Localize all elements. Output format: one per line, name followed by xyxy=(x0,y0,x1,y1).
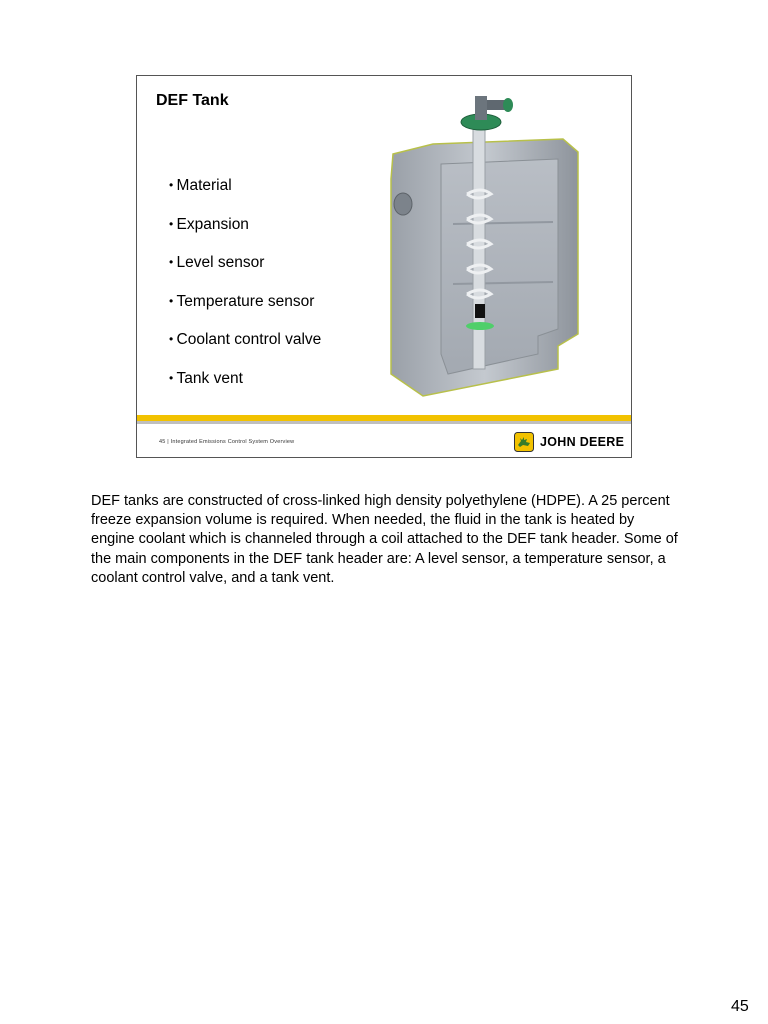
page-number: 45 xyxy=(731,998,749,1015)
bullet-item: • Tank vent xyxy=(169,369,321,408)
bullet-item: • Temperature sensor xyxy=(169,292,321,331)
logo-text: JOHN DEERE xyxy=(540,435,625,449)
body-paragraph: DEF tanks are constructed of cross-linked high density polyethylene (HDPE). A 25 percent freeze expansion volume is required. When needed, the fluid in the tank is heated by engine coolant which is channeled through a coil attached to the DEF tank header. Some of the main components in the DEF tank header are: A level sensor, a temperature sensor, a coolant control valve, and a tank vent. xyxy=(91,493,678,586)
def-tank-illustration xyxy=(363,84,605,406)
divider xyxy=(137,421,631,424)
deer-logo-icon xyxy=(514,432,534,452)
bullet-item: • Level sensor xyxy=(169,253,321,292)
slide-footer: 45 | Integrated Emissions Control System Overview xyxy=(159,439,295,445)
bullet-list xyxy=(169,176,321,407)
bullet-item: • Coolant control valve xyxy=(169,330,321,369)
john-deere-logo xyxy=(514,432,624,452)
slide-image xyxy=(136,75,632,458)
bullet-item: • Material xyxy=(169,176,321,215)
bullet-item: • Expansion xyxy=(169,215,321,254)
slide-title: DEF Tank xyxy=(156,92,229,109)
